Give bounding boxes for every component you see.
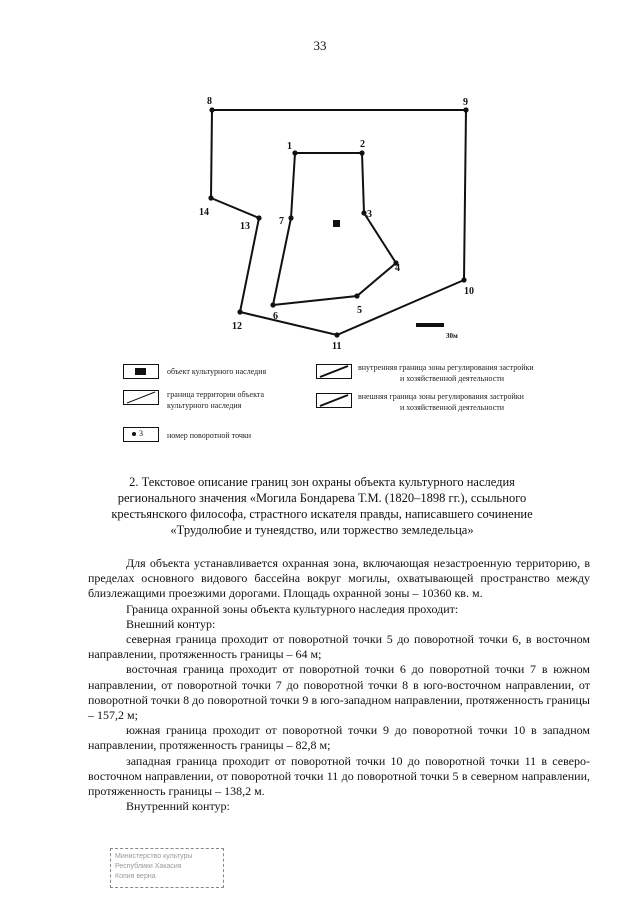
legend-object-label: объект культурного наследия: [167, 367, 267, 376]
turn-point-label-13: 13: [240, 221, 250, 232]
turn-point-label-2: 2: [360, 139, 365, 150]
object-marker: [333, 220, 340, 227]
legend-territory-box: [123, 390, 159, 405]
inner-contour-heading: Внутренний контур:: [126, 799, 230, 814]
turn-point-label-9: 9: [463, 97, 468, 108]
turn-point-9: [463, 107, 468, 112]
turn-point-5: [354, 293, 359, 298]
turn-point-label-11: 11: [332, 341, 342, 352]
turn-point-label-3: 3: [367, 209, 372, 220]
turn-point-8: [209, 107, 214, 112]
heading-line: 2. Текстовое описание границ зон охраны объекта культурного наследия: [129, 475, 515, 489]
heading-line: крестьянского философа, страстного искателя правды, написавшего сочинение: [111, 507, 533, 521]
heading-line: «Трудолюбие и тунеядство, или торжество земледельца»: [170, 523, 474, 537]
turn-point-1: [292, 150, 297, 155]
body-text: [88, 556, 590, 814]
turn-point-13: [256, 215, 261, 220]
legend-inner-box: [316, 364, 352, 379]
scale-bar: [416, 323, 444, 327]
turn-point-11: [334, 332, 339, 337]
certification-stamp: Министерство культуры Республики Хакасия Копия верна: [110, 848, 224, 888]
legend-inner-label: внутренняя граница зоны регулирования застройки и хозяйственной деятельности: [358, 363, 534, 383]
turn-point-label-6: 6: [273, 311, 278, 322]
west-boundary-paragraph: западная граница проходит от поворотной точки 10 до поворотной точки 11 в северо-восточном направлении, от поворотной точки 11 до поворотной точки 5 в северном направлении, протяженность границы – 138,2 м.: [88, 753, 590, 799]
scale-label: 30м: [446, 332, 458, 340]
section-heading: [92, 474, 552, 538]
turn-point-12: [237, 309, 242, 314]
intro-paragraph: Для объекта устанавливается охранная зона, включающая незастроенную территорию, в пределах основного видового бассейна вокруг могилы, охватывающей пространство между близлежащими проезжими дорогами. Площадь охранной зоны – 10360 кв. м.: [88, 556, 590, 601]
heading-line: регионального значения «Могила Бондарева Т.М. (1820–1898 гг.), ссыльного: [117, 491, 527, 505]
boundary-paragraph: Граница охранной зоны объекта культурного наследия проходит:: [126, 601, 459, 616]
turn-point-label-5: 5: [357, 305, 362, 316]
legend-outer-label: внешняя граница зоны регулирования застройки и хозяйственной деятельности: [358, 392, 524, 412]
turn-point-6: [270, 302, 275, 307]
turn-point-label-12: 12: [232, 321, 242, 332]
legend-territory-label: граница территории объекта культурного наследия: [167, 390, 264, 410]
turn-point-14: [208, 195, 213, 200]
turn-point-label-10: 10: [464, 286, 474, 297]
inner-boundary-line: [273, 153, 396, 305]
turn-point-label-7: 7: [279, 216, 284, 227]
turn-point-label-8: 8: [207, 96, 212, 107]
north-boundary-paragraph: северная граница проходит от поворотной точки 5 до поворотной точки 6, в восточном направлении, протяженность границы – 64 м;: [88, 632, 590, 662]
turn-point-label-14: 14: [199, 207, 209, 218]
legend-turnpoint-sample: 3: [139, 429, 143, 438]
turn-point-2: [359, 150, 364, 155]
east-boundary-paragraph: восточная граница проходит от поворотной точки 6 до поворотной точки 7 в южном направлении, от поворотной точки 7 до поворотной точки 8 в юго-восточном направлении, от поворотной точки 8 до поворотной точки 9 в юго-западном направлении, протяженность границы – 157,2 м;: [88, 662, 590, 723]
turn-point-label-4: 4: [395, 263, 400, 274]
legend-outer-box: [316, 393, 352, 408]
page-number: 33: [313, 38, 327, 53]
turn-point-3: [361, 210, 366, 215]
legend-object-box: [123, 364, 159, 379]
legend-turnpoint-label: номер поворотной точки: [167, 431, 252, 440]
outer-contour-heading: Внешний контур:: [126, 616, 216, 631]
south-boundary-paragraph: южная граница проходит от поворотной точки 9 до поворотной точки 10 в западном направлении, протяженность границы – 82,8 м;: [88, 723, 590, 753]
turn-point-label-1: 1: [287, 141, 292, 152]
turn-point-7: [288, 215, 293, 220]
legend-turnpoint-box: [123, 427, 159, 442]
turn-point-10: [461, 277, 466, 282]
